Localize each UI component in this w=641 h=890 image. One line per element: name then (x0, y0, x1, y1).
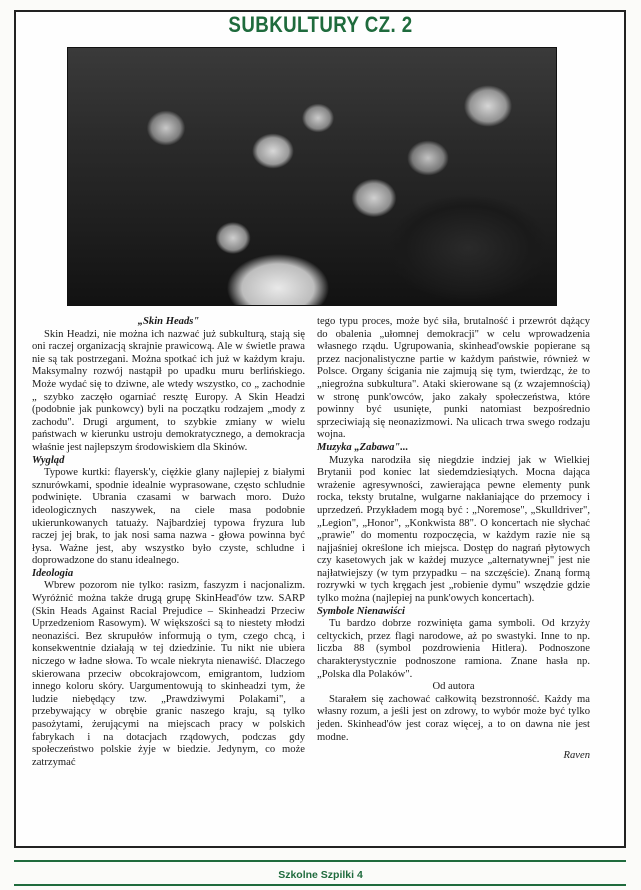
paragraph-intro: Skin Headzi, nie można ich nazwać już subkulturą, stają się oni raczej organizacją skrajnie prawicową. Ale w świetle prawa nie są tak postrzegani. Można spotkać ich już w każdym kraju. Maksymalny rozwój nastąpił po upadku muru berlińskiego. Może wydać się to dziwne, ale wtedy wszystko, co „ zachodnie „ szybko zaczęło ogarniać resztę Europy. A Skin Headzi (podobnie jak punkowcy) byli na początku rodzajem „mody z zachodu". Drugi argument, to szybkie zmiany w wielu państwach w kierunku ustroju demokratycznego, a demokracja właśnie jest najlepszym środowiskiem dla Skinów. (32, 328, 305, 453)
paragraph-muzyka: Muzyka narodziła się niegdzie indziej jak w Wielkiej Brytanii pod koniec lat siedemdziesiątych. Mocna dająca wrażenie agresywności, zawierająca pewne elementy punk rocka, teksty brutalne, wulgarne nakłaniające do przemocy i uprzedzeń. Przykładem mogą być : „Noremose", „Skulldriver", „Legion", „Honor", „Konkwista 88". O koncertach nie słychać „prawie" do momentu rozpoczęcia, w każdym razie nie są najjaśniej określone ich miejsca. Dostęp do nagrań płytowych czy kasetowych jak w każdej muzyce „alternatywnej" jest nie najłatwiejszy (w tym przypadku – na szczęście). Znaną formą rozrywki w tych kręgach jest „robienie dymu" wszędzie gdzie tylko można (najlepiej na punk'owych koncertach). (317, 454, 590, 605)
right-column (317, 316, 590, 763)
paragraph-continued: tego typu proces, może być siła, brutalność i przewrót dążący do obalenia „ułomnej demokracji" w celu wprowadzenia własnego rządu. Ugrupowania, skinhead'owskie popierane są przez nacjonalistyczne partie w każdym państwie, również w Polsce. Organy ścigania nie zajmują się tym, twierdząc, że to „niegroźna subkultura". Ataki skierowane są (z wzajemnością) w stronę punk'owców, jako zakały społeczeństwa, które powinny być usunięte, punki natomiast bezpośrednio sprzeciwiają się neonazizmowi. Na ulicach trwa swego rodzaju wojna. (317, 316, 590, 441)
paragraph-ideologia: Wbrew pozorom nie tylko: rasizm, faszyzm i nacjonalizm. Wyróżnić można także drugą grupę SkinHead'ów tzw. SARP (Skin Heads Against Racial Prejudice – Skinheadzi Przeciw Uprzedzeniom Rasowym). W większości są to niestety młodzi neonaziści. Bez skrupułów informują o tym, czego chcą, i konsekwentnie działają w tej dziedzinie. Tu nikt nie ubiera niczego w ładne słowa. To wcale niekryta nienawiść. Dlaczego skierowana przeciw obcokrajowcom, emigrantom, ludziom innego koloru skóry. Uargumentowują to skinheadzi tym, że ludzie niebędący tzw. „Prawdziwymi Polakami", a przebywający w obrębie granic naszego kraju, są tylko pasożytami, żerującymi na miejscach pracy w polskich fabrykach i na dotacjach rządowych, podczas gdy społeczeństwo polskie żyje w biedzie. Jedynym, co może zatrzymać (32, 580, 305, 768)
section-heading-symbole: Symbole Nienawiści (317, 605, 405, 617)
section-heading-skin-heads: „Skin Heads" (137, 316, 200, 327)
paragraph-symbole: Tu bardzo dobrze rozwinięta gama symboli. Od krzyży celtyckich, przez flagi narodowe, aż po swastyki. Inne to np. liczba 88 (symbol pozdrowienia Hitlera). Podnoszone charakterystycznie podnoszone ramiona. Znane hasła np. „Polska dla Polaków". (317, 618, 590, 680)
footer-page-label: Szkolne Szpilki 4 (278, 869, 363, 881)
left-column (32, 316, 305, 769)
section-heading-muzyka: Muzyka „Zabawa"... (317, 441, 409, 453)
paragraph-wyglad: Typowe kurtki: flayersk'y, ciężkie glany najlepiej z białymi sznurówkami, spodnie idealnie wyprasowane, często schludnie podwinięte. Ubrania czasami w barwach moro. Dużo ideologicznych naszywek, na ciele masa podobnie ukierunkowanych tatuaży. Najbardziej typowa fryzura lub raczej jej brak, to jak nosi sama nazwa - głowa powinna być łysa. Ważne jest, aby wszystko było czyste, schludne i doprowadzone do stanu idealnego. (32, 467, 305, 567)
crowd-photo (67, 47, 557, 306)
section-heading-ideologia: Ideologia (32, 567, 74, 579)
author-signature: Raven (563, 750, 590, 762)
footer-rule-top (14, 860, 626, 862)
od-autora-heading: Od autora (432, 681, 475, 693)
article-title: SUBKULTURY CZ. 2 (228, 12, 413, 37)
section-heading-wyglad: Wygląd (32, 454, 65, 466)
footer-rule-bottom (14, 884, 626, 886)
paragraph-autor: Starałem się zachować całkowitą bezstronność. Każdy ma własny rozum, a jeśli jest on zdrowy, to wybór może być tylko jeden. Skinhead'ów jest coraz więcej, a to on dawna nie jest modne. (317, 693, 590, 743)
